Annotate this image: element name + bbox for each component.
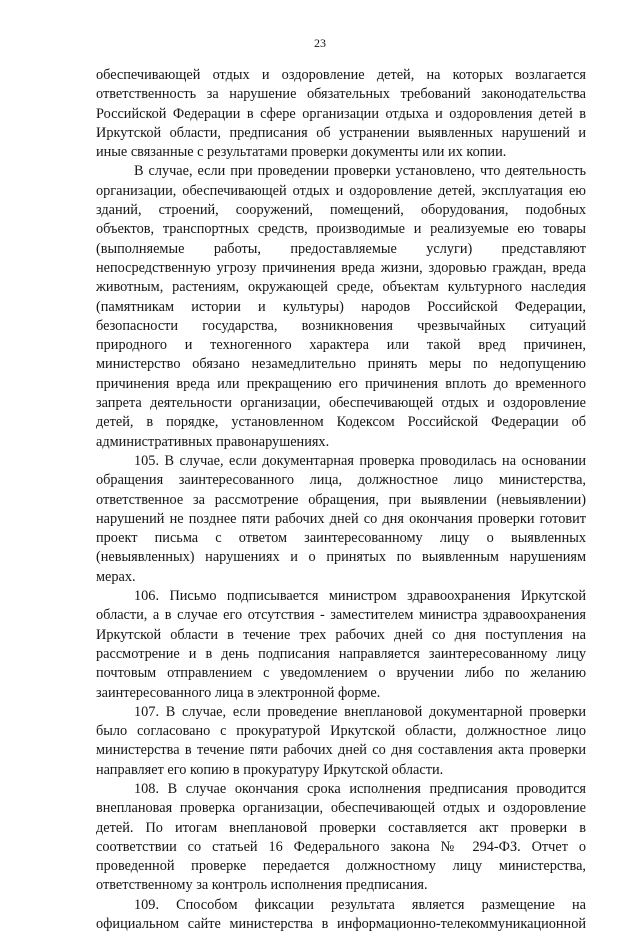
text-line: министерства в течение пяти рабочих дней со дня составления акта проверки bbox=[96, 742, 586, 759]
paragraph bbox=[96, 896, 586, 934]
text-line: нарушений не позднее пяти рабочих дней со дня окончания проверки готовит bbox=[96, 510, 586, 527]
text-line: ответственному за контроль исполнения предписания. bbox=[96, 877, 428, 894]
paragraph bbox=[96, 587, 586, 703]
text-line: запрета деятельности организации, обеспечивающей отдых и оздоровление bbox=[96, 395, 586, 412]
text-line: организации, обеспечивающей отдых и оздоровление детей, эксплуатация ею bbox=[96, 182, 586, 199]
text-line: животным, растениям, окружающей среде, объектам культурного наследия bbox=[96, 279, 586, 296]
text-line: министерство обязано незамедлительно принять меры по недопущению bbox=[96, 356, 586, 373]
text-line: было согласовано с прокуратурой Иркутской области, должностное лицо bbox=[96, 723, 586, 740]
text-line: 106. Письмо подписывается министром здравоохранения Иркутской bbox=[134, 588, 586, 605]
text-line: зданий, строений, сооружений, помещений, оборудования, подобных bbox=[96, 202, 586, 219]
text-line: объектов, транспортных средств, производимые и реализуемые ею товары bbox=[96, 221, 586, 238]
text-line: 109. Способом фиксации результата является размещение на bbox=[134, 896, 586, 913]
text-line: Российской Федерации в сфере организации отдыха и оздоровления детей в bbox=[96, 105, 586, 122]
text-line: внеплановая проверка организации, обеспечивающей отдых и оздоровление bbox=[96, 800, 586, 817]
paragraph bbox=[96, 162, 586, 451]
document-body bbox=[96, 66, 586, 934]
text-line: причинения вреда или прекращению его причинения вплоть до временного bbox=[96, 375, 586, 392]
paragraph bbox=[96, 66, 586, 162]
paragraph bbox=[96, 703, 586, 780]
text-line: обращения заинтересованного лица, должностное лицо министерства, bbox=[96, 472, 586, 489]
text-line: (выполняемые работы, предоставляемые услуги) представляют bbox=[96, 240, 586, 257]
text-line: мерах. bbox=[96, 568, 136, 585]
paragraph bbox=[96, 452, 586, 587]
page-number: 23 bbox=[314, 36, 326, 50]
text-line: проведенной проверке передается должностному лицу министерства, bbox=[96, 858, 586, 875]
text-line: соответствии со статьей 16 Федерального закона № 294-ФЗ. Отчет о bbox=[96, 838, 586, 855]
text-line: обеспечивающей отдых и оздоровление детей, на которых возлагается bbox=[96, 67, 586, 83]
text-line: иные связанные с результатами проверки документы или их копии. bbox=[96, 144, 507, 161]
text-line: детей. По итогам внеплановой проверки составляется акт проверки в bbox=[96, 819, 586, 836]
text-line: заинтересованного лица в электронной форме. bbox=[96, 684, 381, 701]
text-line: Иркутской области, предписания об устранении выявленных нарушений и bbox=[96, 124, 586, 141]
text-line: рассмотрение и в день подписания направляется заинтересованному лицу bbox=[96, 645, 586, 662]
text-line: В случае, если при проведении проверки установлено, что деятельность bbox=[134, 163, 586, 180]
text-line: Иркутской области в течение трех рабочих дней со дня поступления на bbox=[96, 626, 586, 643]
text-line: непосредственную угрозу причинения вреда жизни, здоровью граждан, вреда bbox=[96, 259, 586, 276]
text-line: официальном сайте министерства в информационно-телекоммуникационной bbox=[96, 916, 586, 933]
text-line: направляет его копию в прокуратуру Иркутской области. bbox=[96, 761, 444, 778]
text-line: проект письма с ответом заинтересованному лицу о выявленных bbox=[96, 530, 586, 547]
paragraph bbox=[96, 780, 586, 896]
text-line: 107. В случае, если проведение внеплановой документарной проверки bbox=[134, 703, 586, 720]
text-line: природного и техногенного характера или такой вред причинен, bbox=[96, 337, 586, 354]
text-line: детей, в порядке, установленном Кодексом Российской Федерации об bbox=[96, 414, 586, 431]
text-line: административных правонарушениях. bbox=[96, 433, 330, 450]
text-line: (памятникам истории и культуры) народов Российской Федерации, bbox=[96, 298, 586, 315]
text-line: 108. В случае окончания срока исполнения предписания проводится bbox=[134, 780, 586, 797]
text-line: ответственность за нарушение обязательных требований законодательства bbox=[96, 86, 586, 103]
text-line: (невыявленных) нарушениях и о принятых по выявленным нарушениям bbox=[96, 549, 586, 566]
text-line: области, а в случае его отсутствия - заместителем министра здравоохранения bbox=[96, 607, 586, 624]
text-line: безопасности государства, возникновения чрезвычайных ситуаций bbox=[96, 317, 586, 334]
text-line: почтовым отправлением с уведомлением о вручении либо по желанию bbox=[96, 665, 586, 682]
text-line: 105. В случае, если документарная проверка проводилась на основании bbox=[134, 452, 586, 469]
text-line: ответственное за рассмотрение обращения, при выявлении (невыявлении) bbox=[96, 491, 586, 508]
